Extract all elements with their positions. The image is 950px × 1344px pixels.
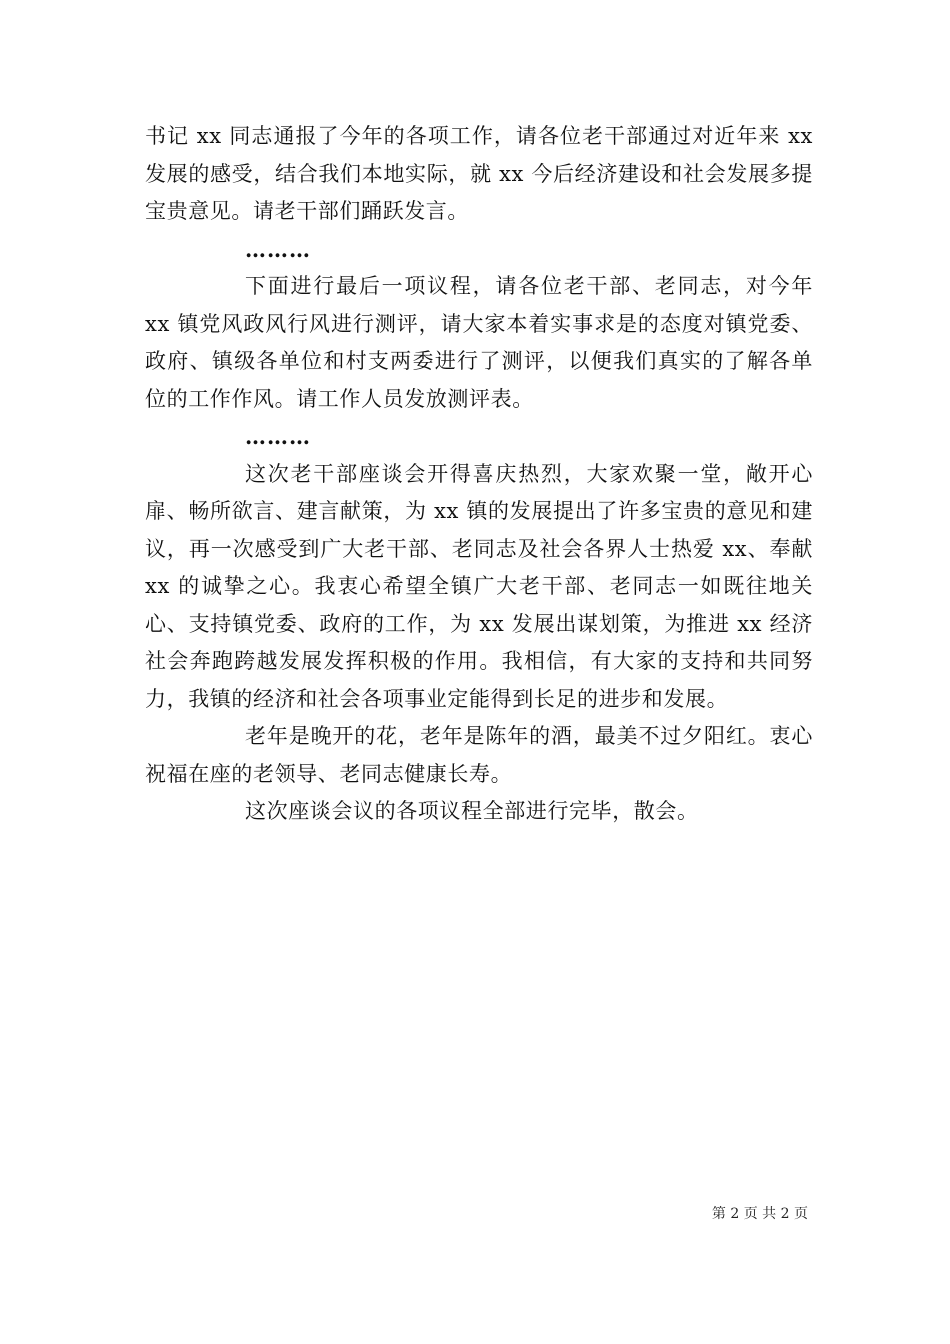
paragraph-evaluation: 下面进行最后一项议程，请各位老干部、老同志，对今年 xx 镇党风政风行风进行测评，请大家本着实事求是的态度对镇党委、政府、镇级各单位和村支两委进行了测评，以便我们真实的了解各单位的工作作风。请工作人员发放测评表。 (145, 274, 813, 411)
document-body (145, 118, 813, 831)
paragraph-opening: 书记 xx 同志通报了今年的各项工作，请各位老干部通过对近年来 xx 发展的感受，结合我们本地实际，就 xx 今后经济建设和社会发展多提宝贵意见。请老干部们踊跃发言。 (145, 124, 813, 223)
paragraph-summary: 这次老干部座谈会开得喜庆热烈，大家欢聚一堂，敞开心扉、畅所欲言、建言献策，为 xx 镇的发展提出了许多宝贵的意见和建议，再一次感受到广大老干部、老同志及社会各界人士热爱 xx、奉献 xx 的诚挚之心。我衷心希望全镇广大老干部、老同志一如既往地关心、支持镇党委、政府的工作，为 xx 发展出谋划策，为推进 xx 经济社会奔跑跨越发展发挥积极的作用。我相信，有大家的支持和共同努力，我镇的经济和社会各项事业定能得到长足的进步和发展。 (145, 461, 813, 711)
paragraph-closing: 这次座谈会议的各项议程全部进行完毕，散会。 (245, 799, 699, 823)
ellipsis-separator: ……… (245, 424, 311, 449)
page-number-footer: 第 2 页 共 2 页 (711, 1206, 808, 1222)
paragraph-blessing: 老年是晚开的花，老年是陈年的酒，最美不过夕阳红。衷心祝福在座的老领导、老同志健康长寿。 (145, 724, 813, 786)
ellipsis-separator: ……… (245, 236, 311, 262)
